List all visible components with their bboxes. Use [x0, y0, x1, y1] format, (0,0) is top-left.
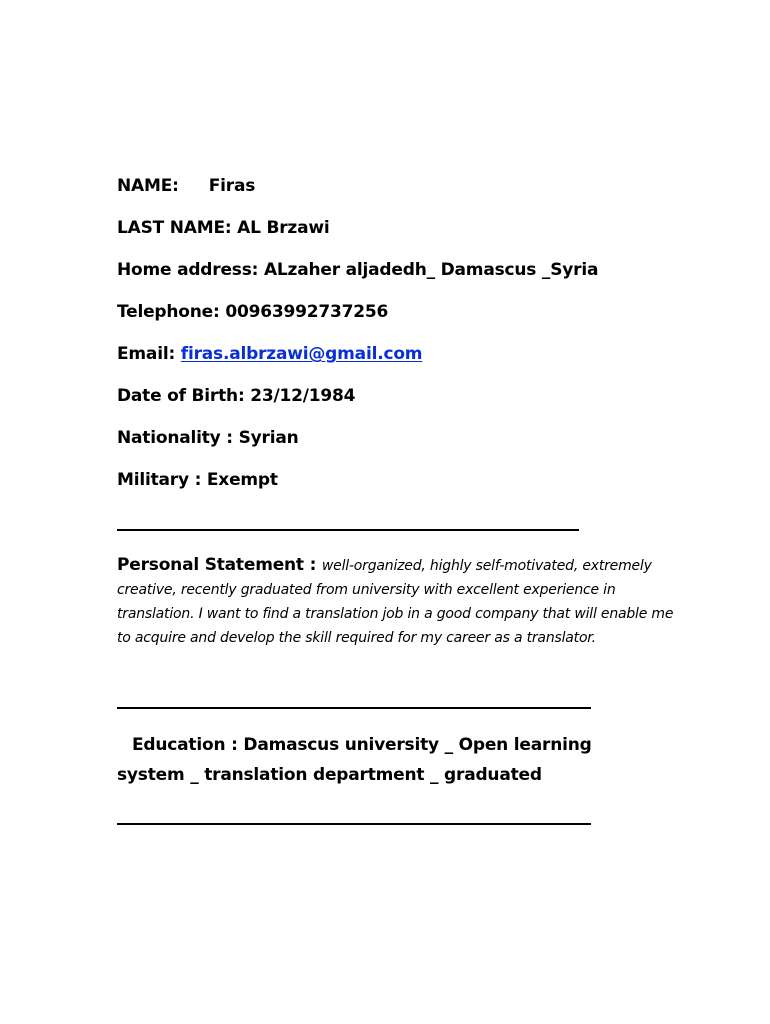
section-divider	[117, 529, 579, 531]
email-link[interactable]: firas.albrzawi@gmail.com	[180, 344, 423, 364]
name-label: NAME:	[117, 176, 179, 196]
email-line	[117, 343, 422, 365]
nationality-line: Nationality : Syrian	[117, 428, 299, 448]
section-divider	[117, 823, 591, 825]
name-line	[117, 175, 255, 197]
section-divider	[117, 707, 591, 709]
email-label: Email:	[117, 344, 181, 364]
personal-statement	[117, 553, 677, 650]
telephone-line: Telephone: 00963992737256	[117, 302, 389, 322]
home-address-line: Home address: ALzaher aljadedh_ Damascus _Syria	[117, 260, 599, 280]
military-line: Military : Exempt	[117, 470, 278, 490]
date-of-birth-line: Date of Birth: 23/12/1984	[117, 386, 356, 406]
personal-statement-text: well-organized, highly self-motivated, extremely creative, recently graduated from university with excellent experience in translation. I want to find a translation job in a good company that will enable me to acquire and develop the skill required for my career as a translator.	[117, 558, 674, 646]
education-text: Education : Damascus university _ Open learning system _ translation department _ graduated	[117, 735, 592, 785]
name-value: Firas	[208, 176, 256, 196]
personal-statement-label: Personal Statement :	[117, 555, 322, 575]
last-name-line: LAST NAME: AL Brzawi	[117, 218, 330, 238]
education-section	[117, 730, 637, 790]
